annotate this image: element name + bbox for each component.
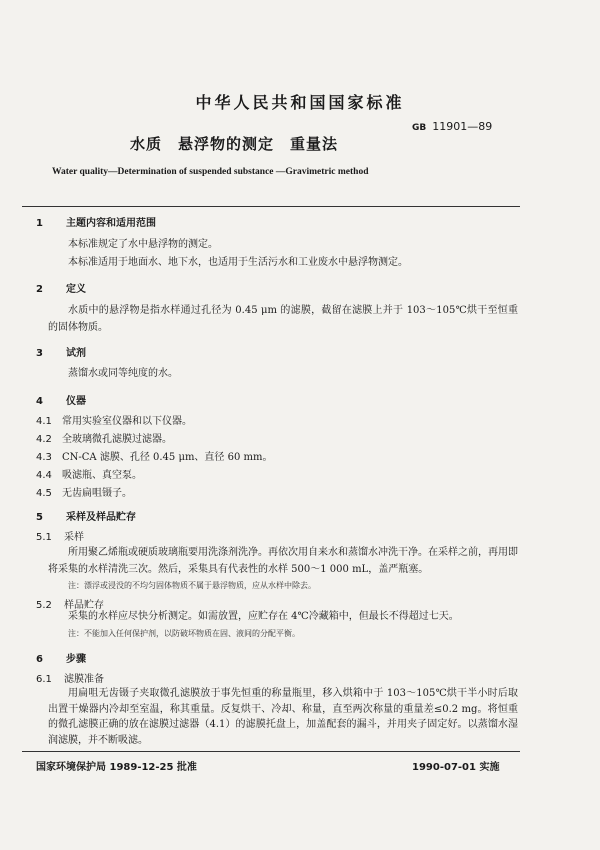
standard-number xyxy=(412,120,492,133)
section-2-heading xyxy=(36,280,86,295)
section-4-heading xyxy=(36,392,86,407)
header-divider xyxy=(22,206,520,207)
instrument-item xyxy=(36,415,192,429)
instrument-item xyxy=(36,487,132,501)
instrument-item xyxy=(36,469,142,483)
implementation-date: 1990-07-01 实施 xyxy=(412,762,500,773)
section-number: 2 xyxy=(36,284,43,295)
section-title: 试剂 xyxy=(66,348,86,359)
item-text: 吸滤瓶、真空泵。 xyxy=(62,470,142,481)
section-5-heading xyxy=(36,508,136,523)
section-title: 主题内容和适用范围 xyxy=(66,218,156,229)
section-3-line: 蒸馏水或同等纯度的水。 xyxy=(68,368,178,379)
gb-number: 11901—89 xyxy=(432,120,493,133)
section-number: 1 xyxy=(36,218,43,229)
section-title: 仪器 xyxy=(66,396,86,407)
item-number: 4.4 xyxy=(36,470,52,481)
section-1-line-1: 本标准规定了水中悬浮物的测定。 xyxy=(68,239,218,250)
subsection-number: 6.1 xyxy=(36,674,52,685)
subsection-5-1-paragraph: 所用聚乙烯瓶或硬质玻璃瓶要用洗涤剂洗净。再依次用自来水和蒸馏水冲洗干净。在采样之前，再用即将采集的水样清洗三次。然后，采集具有代表性的水样 500～1 000 mL，盖严瓶塞。 xyxy=(48,547,518,575)
item-text: CN-CA 滤膜、孔径 0.45 μm、直径 60 mm。 xyxy=(62,452,273,463)
item-number: 4.2 xyxy=(36,434,52,445)
section-6-heading xyxy=(36,650,86,665)
item-text: 全玻璃微孔滤膜过滤器。 xyxy=(62,434,172,445)
subsection-title: 采样 xyxy=(64,532,84,543)
section-title: 定义 xyxy=(66,284,86,295)
instrument-item xyxy=(36,433,172,447)
approval-info: 国家环境保护局 1989-12-25 批准 xyxy=(36,762,197,773)
subsection-5-2-note: 注：不能加入任何保护剂，以防破坏物质在固、液间的分配平衡。 xyxy=(68,629,300,638)
item-text: 无齿扁咀镊子。 xyxy=(62,488,132,499)
subsection-number: 5.1 xyxy=(36,532,52,543)
subsection-title: 样品贮存 xyxy=(64,600,104,611)
section-title: 步骤 xyxy=(66,654,86,665)
section-1-line-2: 本标准适用于地面水、地下水，也适用于生活污水和工业废水中悬浮物测定。 xyxy=(68,257,408,268)
item-number: 4.1 xyxy=(36,416,52,427)
subsection-number: 5.2 xyxy=(36,600,52,611)
section-number: 5 xyxy=(36,512,43,523)
subsection-6-1-heading xyxy=(36,670,104,685)
section-number: 3 xyxy=(36,348,43,359)
section-number: 4 xyxy=(36,396,43,407)
standard-title: 中华人民共和国国家标准 xyxy=(195,93,405,112)
document-title: 水质 悬浮物的测定 重量法 xyxy=(130,135,339,153)
section-2-paragraph: 水质中的悬浮物是指水样通过孔径为 0.45 μm 的滤膜，截留在滤膜上并于 103～105℃烘干至恒重的固体物质。 xyxy=(48,305,518,333)
section-title: 采样及样品贮存 xyxy=(66,512,136,523)
instrument-item xyxy=(36,451,272,465)
subsection-5-1-note: 注：漂浮或浸没的不均匀固体物质不属于悬浮物质，应从水样中除去。 xyxy=(68,581,316,590)
subsection-5-2-line: 采集的水样应尽快分析测定。如需放置，应贮存在 4℃冷藏箱中，但最长不得超过七天。 xyxy=(68,611,459,622)
section-1-heading xyxy=(36,214,156,229)
item-number: 4.5 xyxy=(36,488,52,499)
gb-prefix: GB xyxy=(412,123,427,133)
subsection-6-1-paragraph: 用扁咀无齿镊子夹取微孔滤膜放于事先恒重的称量瓶里，移入烘箱中于 103～105℃烘干半小时后取出置干燥器内冷却至室温，称其重量。反复烘干、冷却、称量，直至两次称量的重量差≤0.2 mg。将恒重的微孔滤膜正确的放在滤膜过滤器（4.1）的滤膜托盘上，加盖配套的漏斗，并用夹子固定好。以蒸馏水湿润滤膜，并不断吸滤。 xyxy=(48,688,518,746)
item-text: 常用实验室仪器和以下仪器。 xyxy=(62,416,192,427)
subsection-5-1-heading xyxy=(36,528,84,543)
item-number: 4.3 xyxy=(36,452,52,463)
section-3-heading xyxy=(36,344,86,359)
subsection-5-2-heading xyxy=(36,596,104,611)
footer-divider xyxy=(22,751,520,752)
english-title: Water quality—Determination of suspended substance —Gravimetric method xyxy=(52,167,369,177)
subsection-title: 滤膜准备 xyxy=(64,674,104,685)
section-number: 6 xyxy=(36,654,43,665)
